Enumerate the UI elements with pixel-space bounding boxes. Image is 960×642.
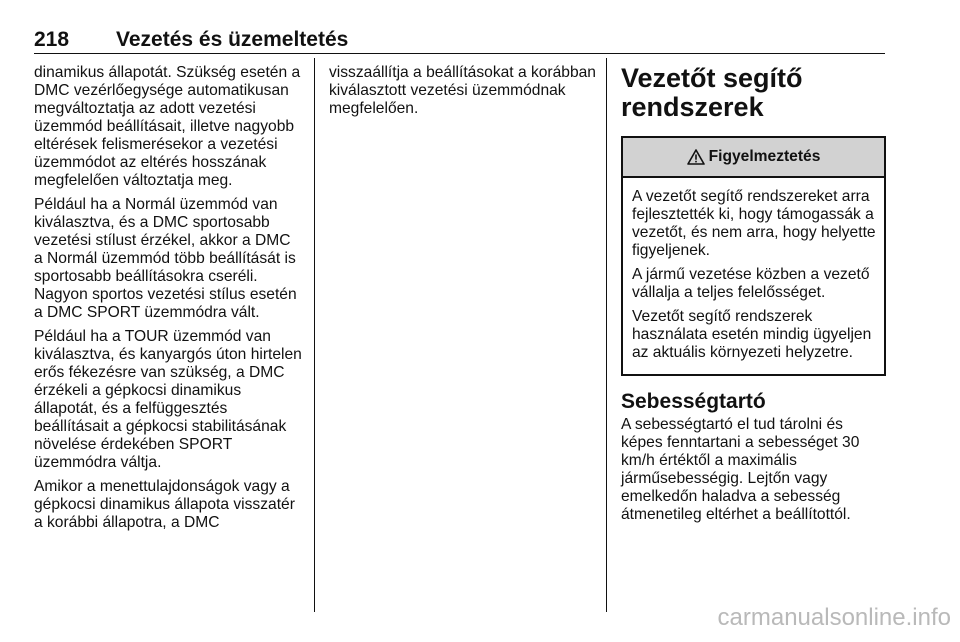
page-header bbox=[34, 28, 885, 54]
column-divider bbox=[606, 58, 607, 612]
paragraph: A sebességtartó el tud tárolni és képes fenntartani a sebességet 30 km/h értéktől a maximális járműsebességig. Lejtőn vagy emelkedőn haladva a sebesség átmenetileg eltérhet a beállítottól. bbox=[621, 416, 860, 523]
chapter-title: Vezetés és üzemeltetés bbox=[116, 28, 349, 51]
header-rule bbox=[34, 53, 885, 54]
warning-body bbox=[623, 178, 884, 374]
column-divider bbox=[314, 58, 315, 612]
warning-label: Figyelmeztetés bbox=[708, 148, 821, 165]
paragraph: Például ha a TOUR üzemmód van kiválasztva, és kanyargós úton hirtelen erős fékezésre van szükség, a DMC érzékeli a gépkocsi dinamikus állapotát, és a felfüggesztés beállításait a gépkocsi stabilitásának növelése érdekében SPORT üzemmódra váltja. bbox=[34, 328, 302, 471]
warning-paragraph: A jármű vezetése közben a vezető vállalja a teljes felelősséget. bbox=[632, 266, 870, 301]
column-right bbox=[621, 64, 886, 530]
column-left bbox=[34, 64, 302, 538]
warning-box bbox=[621, 136, 886, 376]
watermark: carmanualsonline.info bbox=[717, 604, 951, 631]
warning-header bbox=[623, 138, 884, 178]
paragraph: dinamikus állapotát. Szükség esetén a DMC vezérlőegysége automatikusan megváltoztatja az adott vezetési üzemmód beállításait, illetve nagyobb eltérések felismerésekor a vezetési üzemmódot az eltérés hosszának megfelelően változtatja meg. bbox=[34, 64, 301, 189]
warning-triangle-icon bbox=[687, 149, 705, 165]
warning-paragraph: A vezetőt segítő rendszereket arra fejlesztették ki, hogy támogassák a vezetőt, és nem arra, hogy helyette figyeljenek. bbox=[632, 188, 876, 259]
section-title: Vezetőt segítő rendszerek bbox=[621, 63, 803, 122]
paragraph: visszaállítja a beállításokat a korábban kiválasztott vezetési üzemmódnak megfelelően. bbox=[329, 64, 596, 117]
paragraph: Például ha a Normál üzemmód van kiválasztva, és a DMC sportosabb vezetési stílust érzékel, akkor a DMC a Normál üzemmód több beállítását is sportosabb beállításokra cseréli. Nagyon sportos vezetési stílus esetén a DMC SPORT üzemmódra vált. bbox=[34, 196, 297, 321]
column-middle bbox=[329, 64, 599, 124]
subheading: Sebességtartó bbox=[621, 390, 766, 413]
warning-paragraph: Vezetőt segítő rendszerek használata esetén mindig ügyeljen az aktuális környezeti helyzetre. bbox=[632, 308, 872, 361]
paragraph: Amikor a menettulajdonságok vagy a gépkocsi dinamikus állapota visszatér a korábbi állapotra, a DMC bbox=[34, 478, 295, 531]
page-number: 218 bbox=[34, 28, 70, 51]
